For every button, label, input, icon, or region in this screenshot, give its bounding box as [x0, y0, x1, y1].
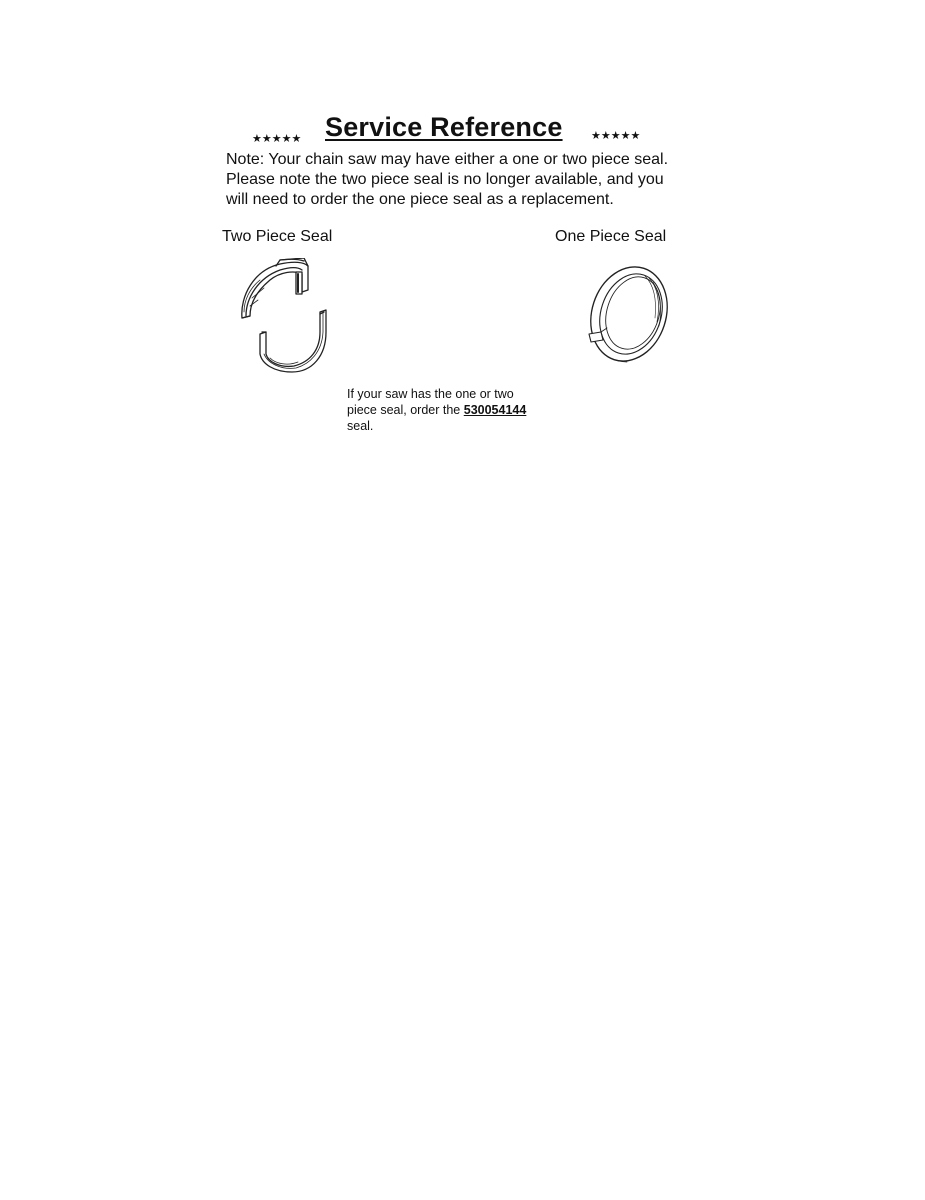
- title-row: [250, 112, 650, 152]
- one-piece-seal-image: [585, 262, 670, 370]
- note-line-3: will need to order the one piece seal as a replacement.: [226, 191, 614, 208]
- one-piece-seal-label: One Piece Seal: [555, 228, 667, 245]
- stars-left: ★★★★★: [252, 133, 302, 145]
- order-instructions: [347, 386, 562, 434]
- two-piece-seal-label: Two Piece Seal: [222, 228, 333, 245]
- note-line-1: Note: Your chain saw may have either a one or two piece seal.: [226, 151, 669, 168]
- order-line-2-text: piece seal, order the: [347, 403, 464, 417]
- stars-right: ★★★★★: [591, 130, 641, 142]
- order-line-3: seal.: [347, 419, 374, 433]
- page-title: Service Reference: [325, 112, 563, 142]
- order-line-1: If your saw has the one or two: [347, 387, 514, 401]
- note-line-2: Please note the two piece seal is no longer available, and you: [226, 171, 664, 188]
- order-line-2: [347, 402, 562, 418]
- two-piece-seal-image: [236, 258, 334, 376]
- part-number: 530054144: [463, 403, 527, 417]
- service-note: [226, 150, 696, 210]
